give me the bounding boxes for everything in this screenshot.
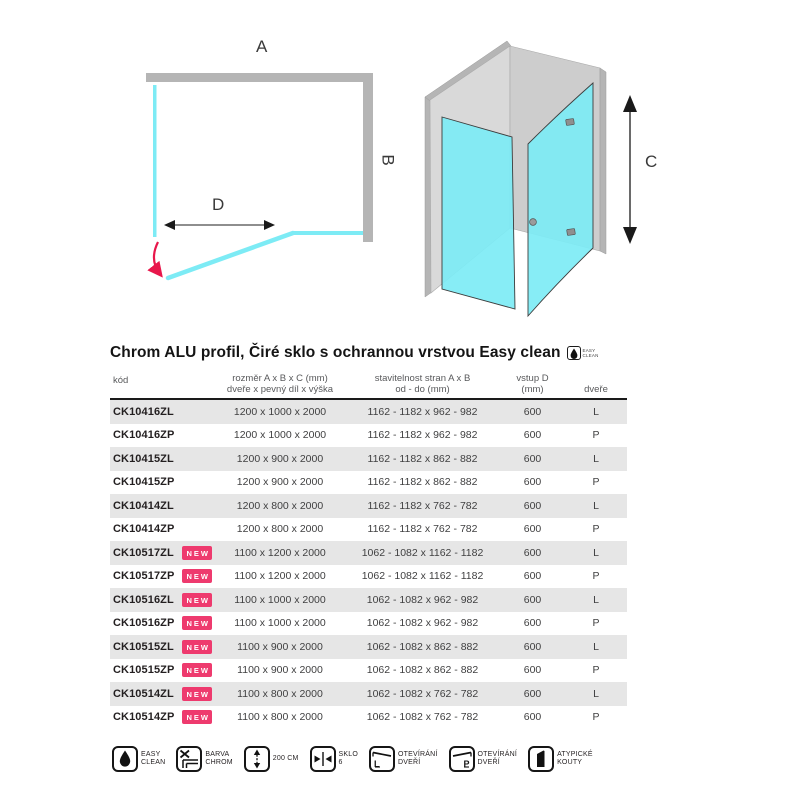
product-code: CK10515ZL bbox=[113, 640, 174, 653]
door-hinge-top bbox=[566, 118, 575, 125]
product-code: CK10514ZL bbox=[113, 687, 174, 700]
legend-label: BARVA CHROM bbox=[205, 750, 233, 766]
product-code: CK10516ZL bbox=[113, 593, 174, 606]
door-swing-arrow bbox=[154, 242, 160, 274]
entry-width-cell: 600 bbox=[523, 429, 542, 442]
table-row bbox=[110, 565, 627, 589]
new-badge: NEW bbox=[182, 616, 213, 630]
dimension-cell: 1100 x 900 x 2000 bbox=[237, 640, 323, 653]
adjustability-cell: 1062 - 1082 x 762 - 782 bbox=[366, 711, 479, 724]
door-side-cell: L bbox=[593, 499, 599, 512]
header-vstup: vstup D (mm) bbox=[516, 373, 549, 395]
new-badge: NEW bbox=[182, 710, 213, 724]
door-side-cell: P bbox=[592, 617, 600, 630]
legend-item-door-left bbox=[369, 746, 438, 772]
table-header bbox=[110, 370, 627, 400]
legend-item-sklo6 bbox=[310, 746, 358, 772]
product-code: CK10415ZP bbox=[113, 476, 175, 489]
code-cell bbox=[110, 706, 215, 730]
legend-label: EASY CLEAN bbox=[141, 750, 166, 766]
legend-item-door-right bbox=[449, 746, 518, 772]
legend-label: OTEVÍRÁNÍ DVEŘÍ bbox=[398, 750, 438, 766]
entry-width-cell: 600 bbox=[523, 405, 542, 418]
header-rozmer: rozměr A x B x C (mm) dveře x pevný díl x výška bbox=[226, 373, 334, 395]
code-cell bbox=[110, 659, 215, 683]
easy-clean-icon bbox=[112, 746, 138, 772]
entry-width-cell: 600 bbox=[523, 711, 542, 724]
door-knob bbox=[530, 219, 537, 226]
adjustability-cell: 1062 - 1082 x 962 - 982 bbox=[366, 617, 479, 630]
page-title: Chrom ALU profil, Čiré sklo s ochrannou vrstvou Easy clean bbox=[110, 344, 561, 361]
atypical-corners-icon bbox=[528, 746, 554, 772]
table-row bbox=[110, 682, 627, 706]
adjustability-cell: 1162 - 1182 x 762 - 782 bbox=[367, 523, 478, 536]
entry-width-cell: 600 bbox=[523, 570, 542, 583]
entry-width-cell: 600 bbox=[523, 640, 542, 653]
product-code: CK10415ZL bbox=[113, 452, 174, 465]
door-side-cell: P bbox=[592, 570, 600, 583]
legend-item-atypical bbox=[528, 746, 593, 772]
entry-width-cell: 600 bbox=[523, 687, 542, 700]
door-side-cell: P bbox=[592, 429, 600, 442]
header-dvere: dveře bbox=[584, 384, 608, 395]
dimension-cell: 1200 x 900 x 2000 bbox=[236, 476, 324, 489]
title-row bbox=[110, 344, 599, 362]
code-cell bbox=[110, 565, 215, 589]
new-badge: NEW bbox=[182, 687, 213, 701]
code-cell bbox=[110, 612, 215, 636]
table-row bbox=[110, 588, 627, 612]
door-side-cell: L bbox=[593, 687, 599, 700]
code-cell bbox=[110, 400, 215, 424]
legend-row bbox=[112, 746, 593, 772]
table-row bbox=[110, 447, 627, 471]
entry-width-cell: 600 bbox=[523, 546, 542, 559]
entry-width-cell: 600 bbox=[523, 476, 542, 489]
code-cell bbox=[110, 541, 215, 565]
entry-width-cell: 600 bbox=[523, 593, 542, 606]
header-kod: kód bbox=[113, 375, 129, 386]
table-row bbox=[110, 635, 627, 659]
code-cell bbox=[110, 471, 215, 495]
wall-b bbox=[363, 73, 373, 242]
chrome-profile-icon bbox=[176, 746, 202, 772]
label-a: A bbox=[256, 37, 268, 56]
legend-item-barva-chrom bbox=[176, 746, 232, 772]
fixed-glass-left bbox=[153, 85, 157, 237]
dimension-cell: 1100 x 1200 x 2000 bbox=[234, 570, 326, 583]
dimension-cell: 1100 x 900 x 2000 bbox=[237, 664, 323, 677]
entry-width-cell: 600 bbox=[523, 617, 542, 630]
product-code: CK10515ZP bbox=[113, 664, 175, 677]
d-arrowhead-left bbox=[164, 220, 175, 230]
adjustability-cell: 1162 - 1182 x 862 - 882 bbox=[367, 452, 478, 465]
dimension-cell: 1200 x 900 x 2000 bbox=[236, 452, 324, 465]
easy-clean-title-badge bbox=[567, 346, 599, 360]
dimension-cell: 1100 x 1000 x 2000 bbox=[234, 617, 326, 630]
door-side-cell: P bbox=[592, 711, 600, 724]
easy-clean-label: EASY CLEAN bbox=[582, 348, 599, 358]
code-cell bbox=[110, 494, 215, 518]
adjustability-cell: 1062 - 1082 x 862 - 882 bbox=[366, 640, 479, 653]
legend-label: 200 CM bbox=[272, 754, 299, 762]
dimension-cell: 1200 x 1000 x 2000 bbox=[233, 429, 327, 442]
code-cell bbox=[110, 635, 215, 659]
adjustability-cell: 1062 - 1082 x 862 - 882 bbox=[366, 664, 479, 677]
adjustability-cell: 1062 - 1082 x 962 - 982 bbox=[366, 593, 479, 606]
new-badge: NEW bbox=[182, 593, 213, 607]
product-code: CK10416ZL bbox=[113, 405, 174, 418]
dimension-cell: 1200 x 800 x 2000 bbox=[236, 499, 324, 512]
door-opening-left-icon bbox=[369, 746, 395, 772]
label-b: B bbox=[378, 154, 398, 166]
table-row bbox=[110, 471, 627, 495]
open-door-glass bbox=[168, 233, 293, 278]
product-code: CK10414ZL bbox=[113, 499, 174, 512]
door-side-cell: L bbox=[593, 405, 599, 418]
d-arrowhead-right bbox=[264, 220, 275, 230]
new-badge: NEW bbox=[182, 546, 213, 560]
code-cell bbox=[110, 518, 215, 542]
entry-width-cell: 600 bbox=[523, 664, 542, 677]
new-badge: NEW bbox=[182, 663, 213, 677]
dimension-cell: 1100 x 800 x 2000 bbox=[237, 687, 323, 700]
table-row bbox=[110, 612, 627, 636]
table-row bbox=[110, 706, 627, 730]
right-wall-edge bbox=[600, 68, 606, 254]
floor-plan-diagram bbox=[105, 20, 415, 320]
new-badge: NEW bbox=[182, 640, 213, 654]
legend-item-200cm bbox=[244, 746, 299, 772]
adjustability-cell: 1062 - 1082 x 1162 - 1182 bbox=[361, 570, 484, 583]
code-cell bbox=[110, 588, 215, 612]
label-c: C bbox=[645, 152, 658, 171]
adjustability-cell: 1062 - 1082 x 762 - 782 bbox=[366, 687, 479, 700]
c-arrowhead-top bbox=[623, 95, 637, 112]
door-hinge-bottom bbox=[567, 228, 576, 235]
glass-thickness-icon bbox=[310, 746, 336, 772]
adjustability-cell: 1162 - 1182 x 862 - 882 bbox=[367, 476, 478, 489]
table-body bbox=[110, 400, 627, 729]
c-arrowhead-bottom bbox=[623, 227, 637, 244]
table-row bbox=[110, 518, 627, 542]
dimension-cell: 1200 x 1000 x 2000 bbox=[233, 405, 327, 418]
table-row bbox=[110, 424, 627, 448]
door-side-cell: L bbox=[593, 640, 599, 653]
door-side-cell: P bbox=[592, 664, 600, 677]
height-arrow-icon bbox=[244, 746, 270, 772]
dimension-cell: 1100 x 800 x 2000 bbox=[237, 711, 323, 724]
door-left-letter: L bbox=[374, 759, 380, 769]
product-code: CK10514ZP bbox=[113, 711, 175, 724]
legend-label: OTEVÍRÁNÍ DVEŘÍ bbox=[477, 750, 518, 766]
legend-item-easy-clean bbox=[112, 746, 165, 772]
fixed-glass-bottom bbox=[293, 231, 363, 235]
legend-label: SKLO 6 bbox=[338, 750, 358, 766]
product-code: CK10414ZP bbox=[113, 523, 175, 536]
door-side-cell: L bbox=[593, 452, 599, 465]
adjustability-cell: 1162 - 1182 x 762 - 782 bbox=[367, 499, 478, 512]
product-code: CK10517ZP bbox=[113, 570, 175, 583]
door-opening-right-icon bbox=[449, 746, 475, 772]
table-row bbox=[110, 541, 627, 565]
product-code: CK10416ZP bbox=[113, 429, 175, 442]
easy-clean-icon bbox=[567, 346, 581, 360]
entry-width-cell: 600 bbox=[523, 499, 542, 512]
door-side-cell: P bbox=[592, 476, 600, 489]
adjustability-cell: 1062 - 1082 x 1162 - 1182 bbox=[361, 546, 484, 559]
header-stavitelnost: stavitelnost stran A x B od - do (mm) bbox=[374, 373, 471, 395]
adjustability-cell: 1162 - 1182 x 962 - 982 bbox=[367, 429, 478, 442]
product-code: CK10517ZL bbox=[113, 546, 174, 559]
wall-a bbox=[146, 73, 373, 82]
new-badge: NEW bbox=[182, 569, 213, 583]
door-side-cell: P bbox=[592, 523, 600, 536]
door-side-cell: L bbox=[593, 593, 599, 606]
dimension-cell: 1100 x 1200 x 2000 bbox=[234, 546, 326, 559]
product-code: CK10516ZP bbox=[113, 617, 175, 630]
table-row bbox=[110, 659, 627, 683]
product-table bbox=[110, 370, 627, 729]
dimension-cell: 1200 x 800 x 2000 bbox=[236, 523, 324, 536]
legend-label: ATYPICKÉ KOUTY bbox=[557, 750, 593, 766]
entry-width-cell: 600 bbox=[523, 523, 542, 536]
label-d: D bbox=[212, 195, 225, 214]
door-side-cell: L bbox=[593, 546, 599, 559]
table-row bbox=[110, 494, 627, 518]
fixed-glass-panel-3d bbox=[442, 117, 515, 309]
dimension-cell: 1100 x 1000 x 2000 bbox=[234, 593, 326, 606]
code-cell bbox=[110, 682, 215, 706]
table-row bbox=[110, 400, 627, 424]
code-cell bbox=[110, 424, 215, 448]
entry-width-cell: 600 bbox=[523, 452, 542, 465]
adjustability-cell: 1162 - 1182 x 962 - 982 bbox=[367, 405, 478, 418]
code-cell bbox=[110, 447, 215, 471]
door-right-letter: P bbox=[463, 759, 470, 769]
